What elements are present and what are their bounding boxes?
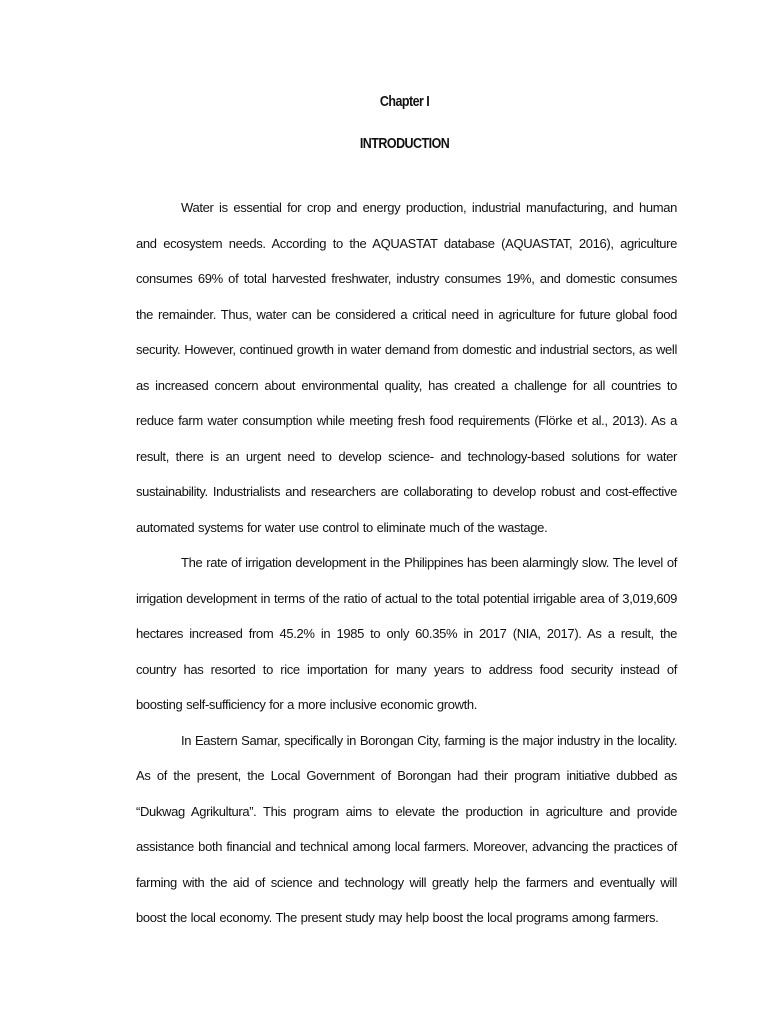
paragraph-eastern-samar: In Eastern Samar, specifically in Borongan City, farming is the major industry in the locality. As of the present, the Local Government of Borongan had their program initiative dubbed as “Dukwag Agrikultura”. This program aims to elevate the production in agriculture and provide assistance both financial and technical among local farmers. Moreover, advancing the practices of farming with the aid of science and technology will greatly help the farmers and eventually will boost the local economy. The present study may help boost the local programs among farmers. — [136, 732, 677, 925]
chapter-title: INTRODUCTION — [359, 136, 450, 152]
chapter-label: Chapter I — [379, 94, 430, 110]
body-text — [136, 190, 677, 936]
paragraph-water-essential: Water is essential for crop and energy production, industrial manufacturing, and human and ecosystem needs. According to the AQUASTAT database (AQUASTAT, 2016), agriculture consumes 69% of total harvested freshwater, industry consumes 19%, and domestic consumes the remainder. Thus, water can be considered a critical need in agriculture for future global food security. However, continued growth in water demand from domestic and industrial sectors, as well as increased concern about environmental quality, has created a challenge for all countries to reduce farm water consumption while meeting fresh food requirements (Flörke et al., 2013). As a result, there is an urgent need to develop science- and technology-based solutions for water sustainability. Industrialists and researchers are collaborating to develop robust and cost-effective automated systems for water use control to eliminate much of the wastage. — [136, 200, 677, 535]
paragraph-irrigation-development: The rate of irrigation development in the Philippines has been alarmingly slow. The level of irrigation development in terms of the ratio of actual to the total potential irrigable area of 3,019,609 hectares increased from 45.2% in 1985 to only 60.35% in 2017 (NIA, 2017). As a result, the country has resorted to rice importation for many years to address food security instead of boosting self-sufficiency for a more inclusive economic growth. — [136, 555, 677, 712]
